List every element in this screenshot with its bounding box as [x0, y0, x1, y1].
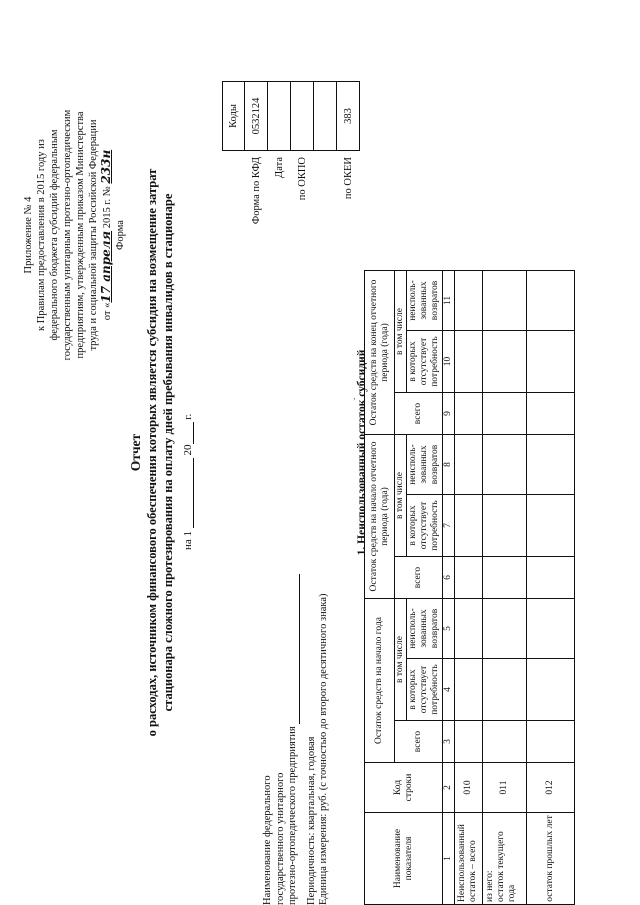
appendix-line: государственным унитарным протезно-ортопедическим: [62, 109, 73, 361]
data-cell[interactable]: [483, 331, 527, 393]
header-including: в том числе: [395, 599, 407, 721]
report-period: на 1 20 г.: [182, 413, 194, 550]
data-cell[interactable]: [483, 271, 527, 331]
column-number: 2: [443, 763, 455, 813]
header-row-code: Код строки: [365, 763, 443, 813]
row-name: из него: остаток текущего года: [483, 813, 527, 905]
table-row: [483, 271, 527, 905]
row-name: Неиспользованный остаток – всего: [455, 813, 483, 905]
title-line-1: о расходах, источником финансового обеспечения которых является субсидия на возмещение затрат: [145, 168, 159, 737]
appendix-line: труда и социальной защиты Российской Федерации: [88, 119, 99, 351]
column-number: 11: [443, 271, 455, 331]
data-cell[interactable]: [455, 659, 483, 721]
column-number: 1: [443, 813, 455, 905]
header-total: всего: [395, 557, 443, 599]
header-no-need: в которых отсутствует потребность: [407, 495, 443, 557]
column-number: 7: [443, 495, 455, 557]
periodicity: Периодичность: квартальная, годовая: [305, 736, 317, 905]
header-including: в том числе: [395, 435, 407, 557]
row-name: остаток прошлых лет: [527, 813, 575, 905]
column-number: 3: [443, 721, 455, 763]
column-numbers-row: [443, 271, 455, 905]
row-code: 010: [455, 763, 483, 813]
data-cell[interactable]: [527, 721, 575, 763]
org-label-line: государственного унитарного: [274, 772, 286, 905]
appendix-header: [22, 85, 127, 385]
org-label-line: Наименование федерального: [262, 775, 273, 905]
units: Единица измерения: руб. (с точностью до второго десятичного знака): [318, 593, 329, 905]
header-unused-returns: неисполь-зованных возвратов: [407, 599, 443, 659]
header-start-year: Остаток средств на начало года: [365, 599, 395, 763]
unused-balance-table: [364, 270, 575, 905]
data-cell[interactable]: [527, 659, 575, 721]
data-cell[interactable]: [527, 495, 575, 557]
organization-info: [262, 574, 331, 905]
table-row: [455, 271, 483, 905]
data-cell[interactable]: [527, 271, 575, 331]
handwritten-date: 17 апреля: [99, 230, 113, 303]
data-cell[interactable]: [483, 721, 527, 763]
data-cell[interactable]: [527, 435, 575, 495]
org-label-line: протезно-ортопедического предприятия: [287, 574, 300, 905]
data-cell[interactable]: [455, 721, 483, 763]
column-number: 9: [443, 393, 455, 435]
section-title: 1. Неиспользованный остаток субсидий: [356, 349, 368, 556]
code-value-okpo[interactable]: [291, 82, 314, 151]
appendix-line: к Правилам предоставления в 2015 году из: [36, 139, 47, 331]
appendix-line: Приложение № 4: [23, 196, 34, 274]
title-line-2: стационара сложного протезирования на оплату дней пребывания инвалидов в стационаре: [161, 193, 175, 712]
header-no-need: в которых отсутствует потребность: [407, 331, 443, 393]
row-code: 012: [527, 763, 575, 813]
header-including: в том числе: [395, 271, 407, 393]
stray-dot: .: [347, 397, 357, 400]
codes-header: Коды: [223, 82, 245, 151]
data-cell[interactable]: [527, 393, 575, 435]
data-cell[interactable]: [455, 599, 483, 659]
data-cell[interactable]: [483, 659, 527, 721]
data-cell[interactable]: [483, 393, 527, 435]
data-cell[interactable]: [527, 331, 575, 393]
header-no-need: в которых отсутствует потребность: [407, 659, 443, 721]
header-unused-returns: неисполь-зованных возвратов: [407, 435, 443, 495]
title-word: Отчет: [128, 433, 143, 472]
data-cell[interactable]: [527, 557, 575, 599]
header-end-period: Остаток средств на конец отчетного периода (года): [365, 271, 395, 435]
code-label: [314, 151, 337, 236]
data-cell[interactable]: [483, 599, 527, 659]
column-number: 8: [443, 435, 455, 495]
data-cell[interactable]: [455, 435, 483, 495]
period-year-blank[interactable]: [193, 422, 194, 444]
row-code: 011: [483, 763, 527, 813]
column-number: 4: [443, 659, 455, 721]
form-label: Форма: [115, 220, 126, 250]
header-unused-returns: неисполь-зованных возвратов: [407, 271, 443, 331]
report-title: [128, 0, 176, 905]
codes-box: [222, 81, 360, 235]
data-cell[interactable]: [455, 271, 483, 331]
code-label: Дата: [273, 157, 285, 178]
header-total: всего: [395, 393, 443, 435]
column-number: 6: [443, 557, 455, 599]
column-number: 10: [443, 331, 455, 393]
period-day-blank[interactable]: [193, 458, 194, 528]
appendix-date-line: от «17 апреля 2015 г. № 233н: [99, 149, 113, 321]
data-cell[interactable]: [455, 393, 483, 435]
code-label: по ОКПО: [296, 157, 308, 201]
code-value-date[interactable]: [268, 82, 291, 151]
column-number: 5: [443, 599, 455, 659]
appendix-line: федерального бюджета субсидий федеральным: [49, 129, 60, 341]
header-indicator-name: Наименование показателя: [365, 813, 443, 905]
table-row: [527, 271, 575, 905]
code-value-okei: 383: [337, 82, 360, 151]
data-cell[interactable]: [455, 557, 483, 599]
data-cell[interactable]: [483, 435, 527, 495]
data-cell[interactable]: [455, 331, 483, 393]
code-label: по ОКЕИ: [342, 157, 354, 200]
header-start-period: Остаток средств на начало отчетного периода (года): [365, 435, 395, 599]
data-cell[interactable]: [455, 495, 483, 557]
code-label: Форма по КФД: [250, 157, 262, 225]
data-cell[interactable]: [483, 495, 527, 557]
appendix-line: предприятиям, утвержденным приказом Министерства: [75, 111, 86, 359]
code-value-kfd: 0532124: [245, 82, 268, 151]
header-total: всего: [395, 721, 443, 763]
data-cell[interactable]: [527, 599, 575, 659]
code-value-blank[interactable]: [314, 82, 337, 151]
org-name-blank[interactable]: [299, 574, 300, 724]
handwritten-number: 233н: [99, 149, 113, 184]
data-cell[interactable]: [483, 557, 527, 599]
